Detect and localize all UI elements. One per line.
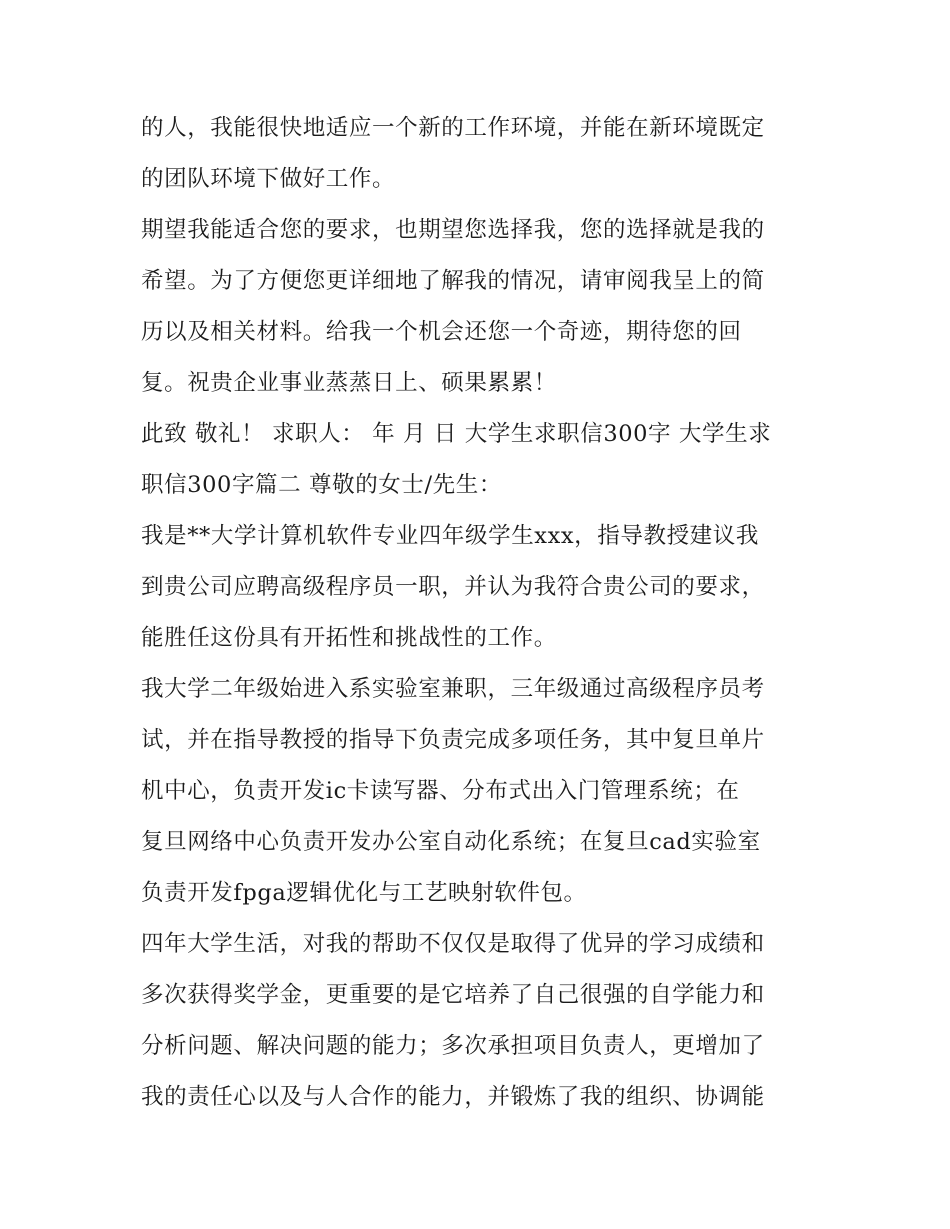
text-line: 机中心，负责开发ic卡读写器、分布式出入门管理系统；在 (141, 778, 740, 804)
text-line: 复。祝贵企业事业蒸蒸日上、硕果累累！ (141, 370, 557, 396)
text-line: 多次获得奖学金，更重要的是它培养了自己很强的自学能力和 (141, 982, 765, 1008)
text-line: 希望。为了方便您更详细地了解我的情况，请审阅我呈上的简 (141, 268, 765, 294)
text-line: 能胜任这份具有开拓性和挑战性的工作。 (141, 625, 557, 651)
text-line: 试，并在指导教授的指导下负责完成多项任务，其中复旦单片 (141, 727, 765, 753)
text-line: 到贵公司应聘高级程序员一职，并认为我符合贵公司的要求， (141, 574, 765, 600)
text-line: 历以及相关材料。给我一个机会还您一个奇迹，期待您的回 (141, 319, 742, 345)
text-line: 复旦网络中心负责开发办公室自动化系统；在复旦cad实验室 (141, 829, 761, 855)
text-line: 分析问题、解决问题的能力；多次承担项目负责人，更增加了 (141, 1033, 765, 1059)
text-line: 负责开发fpga逻辑优化与工艺映射软件包。 (141, 880, 587, 906)
text-line: 我的责任心以及与人合作的能力，并锻炼了我的组织、协调能 (141, 1084, 765, 1110)
text-line: 我是**大学计算机软件专业四年级学生xxx，指导教授建议我 (141, 523, 759, 549)
text-line: 此致 敬礼！ 求职人： 年 月 日 大学生求职信300字 大学生求 (141, 421, 772, 447)
text-line: 四年大学生活，对我的帮助不仅仅是取得了优异的学习成绩和 (141, 931, 765, 957)
text-line: 期望我能适合您的要求，也期望您选择我，您的选择就是我的 (141, 217, 765, 243)
text-line: 的人，我能很快地适应一个新的工作环境，并能在新环境既定 (141, 115, 765, 141)
text-line: 职信300字篇二 尊敬的女士/先生： (141, 472, 502, 498)
text-line: 我大学二年级始进入系实验室兼职，三年级通过高级程序员考 (141, 676, 765, 702)
text-line: 的团队环境下做好工作。 (141, 166, 396, 192)
